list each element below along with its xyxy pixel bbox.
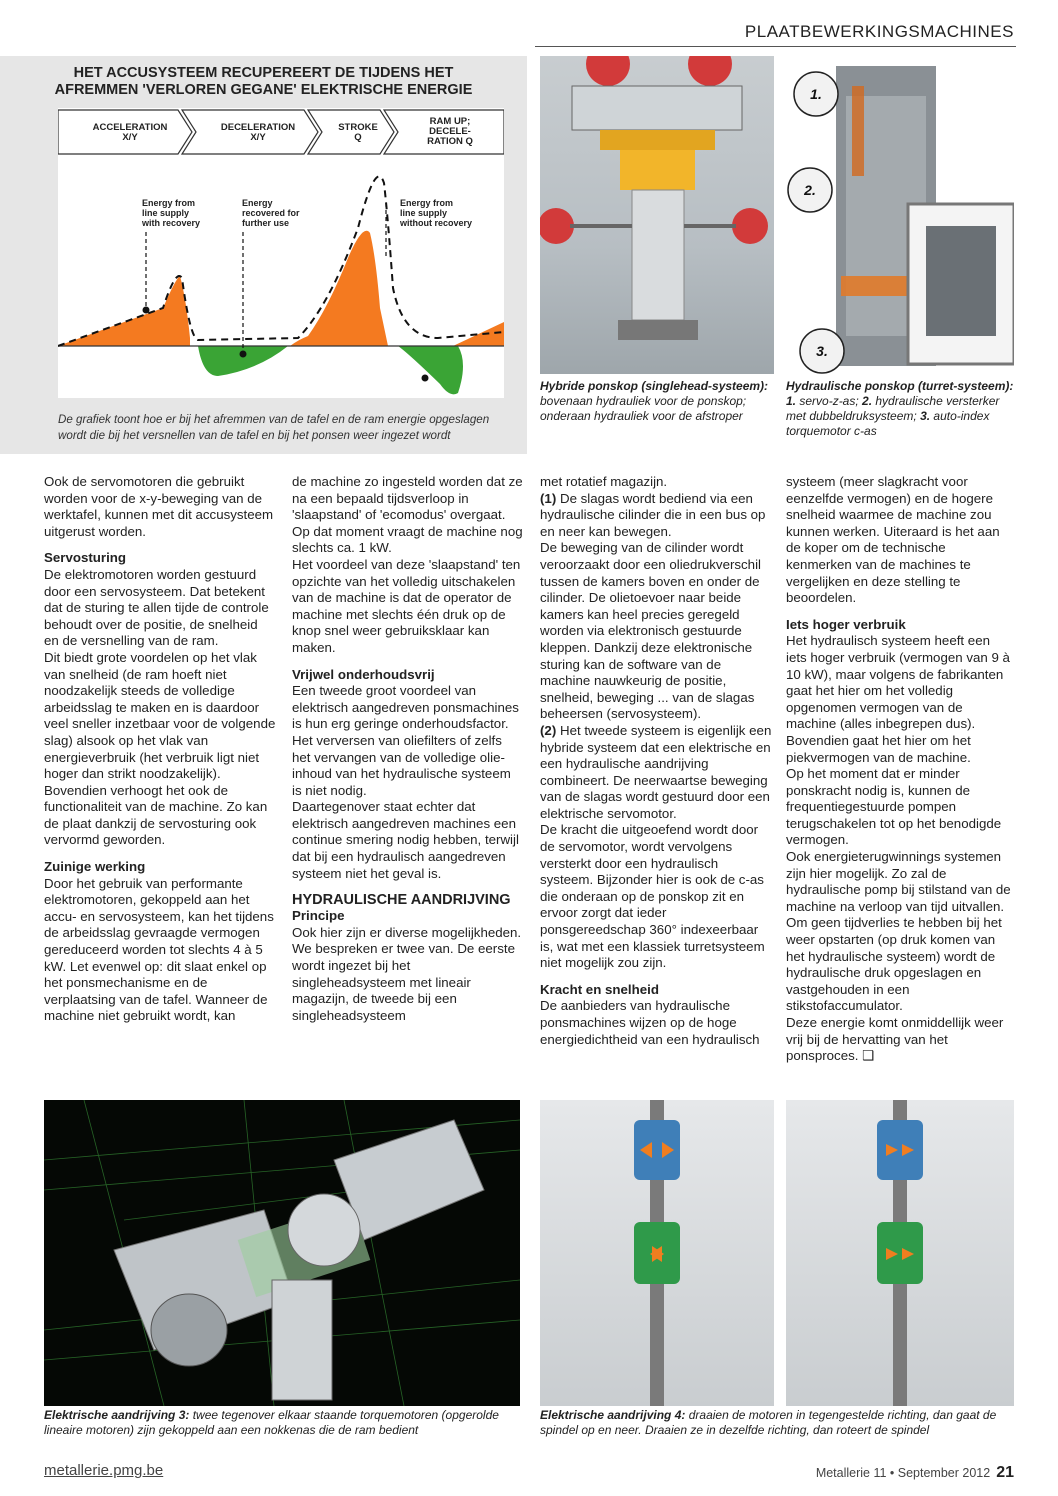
caption-bold: Elektrische aandrijving 4:	[540, 1408, 686, 1422]
phase-label-4a: RAM UP;	[429, 116, 471, 127]
phase-label-3b: Q	[354, 132, 362, 143]
page-number: 21	[996, 1464, 1014, 1481]
col3-paragraph-1: met rotatief magazijn.	[540, 474, 668, 489]
annotation-1c: with recovery	[142, 218, 201, 228]
issue-text: Metallerie 11 • September 2012	[815, 1466, 991, 1480]
col3-paragraph-6: De aanbieders van hydraulische ponsmachines wijzen op de hoge energiedichtheid van een hydraulisch	[540, 998, 760, 1047]
col2-paragraph-3: Een tweede groot voordeel van elektrisch aangedreven ponsmachines is hun erg geringe onderhoudsfactor. Het verversen van oliefilters of zelfs het vervangen van de volledige olie-inhoud van het hydraulische systeem is niet nodig.	[292, 683, 519, 798]
annotation-3b: line supply	[400, 208, 448, 218]
annotation-2c: further use	[242, 218, 290, 228]
spindle-same-illustration	[786, 1100, 1014, 1406]
caption-bold: Hydraulische ponskop (turret-systeem):	[786, 379, 1014, 393]
col3-paragraph-2: (1) De slagas wordt bediend via een hydraulische cilinder die in een bus op en neer kan bewegen.	[540, 490, 766, 539]
torque-motors-illustration	[44, 1100, 520, 1406]
col1-heading-servosturing: Servosturing	[44, 550, 127, 566]
caption-text: bovenaan hydrauliek voor de ponskop; onderaan hydrauliek voor de afstroper	[540, 394, 747, 423]
caption-bold: Hybride ponskop (singlehead-systeem):	[540, 379, 769, 393]
col1-paragraph-4: Bovendien verhoogt het ook de functionaliteit van de machine. Zo kan de plaat dankzij de servosturing ook vervormd geworden.	[44, 782, 268, 848]
col3-paragraph-3: De beweging van de cilinder wordt veroorzaakt door een oliedrukverschil tussen de kamers boven en onder de cilinder. De olietoevoer naar beide kamers kan heel precies geregeld worden via elektronisch gestuurde kleppen. Dankzij deze elektronische sturing kan de software van de machine nauwkeurig de positie, snelheid, beweging ... van de slagas beheersen (servosysteem).	[540, 540, 761, 722]
col4-paragraph-2: Het hydraulisch systeem heeft een iets hoger verbruik (vermogen van 9 à 10 kW), maar volgens de fabrikanten gaat het hier om het volledig opgenomen vermogen van de machine (alles inbegrepen dus). Bovendien gaat het hier om het piekvermogen van de machine.	[786, 633, 1010, 765]
chart-title	[0, 65, 527, 99]
caption-num-1: 1.	[786, 394, 797, 408]
chart-title-line1: HET ACCUSYSTEEM RECUPEREERT DE TIJDENS HET	[73, 65, 454, 81]
spindle-opposite-photo	[540, 1100, 774, 1406]
col2-paragraph-4: Daartegenover staat echter dat elektrisch aangedreven machines een continue smering nodig hebben, terwijl dat bij een hydraulisch aangedreven systeem niet het geval is.	[292, 799, 519, 881]
column-2	[292, 474, 524, 1024]
col2-paragraph-2: Het voordeel van deze 'slaapstand' ten opzichte van het volledig uitschakelen van de machine is dat de operator de machine met slechts één druk op de knop snel weer gebruiksklaar kan maken.	[292, 556, 521, 655]
column-4	[786, 474, 1014, 1065]
col1-paragraph-2: De elektromotoren worden gestuurd door een servosysteem. Dat betekent dat de sturing te allen tijde de controle behoudt over de positie, de snelheid en de versnelling van de ram.	[44, 566, 269, 649]
annotation-3c: without recovery	[400, 218, 473, 228]
caption-text-2: hydraulische versterker met dubbeldruksysteem;	[786, 394, 1000, 423]
turret-punch-head-photo	[786, 56, 1014, 374]
hybrid-punch-head-caption	[540, 379, 770, 424]
torque-motors-caption	[44, 1408, 520, 1438]
col2-heading-onderhoudsvrij: Vrijwel onderhoudsvrij	[292, 666, 435, 682]
phase-label-4b: DECELE-	[429, 126, 471, 137]
col1-heading-zuinige-werking: Zuinige werking	[44, 859, 146, 875]
col3-heading-kracht-snelheid: Kracht en snelheid	[540, 981, 659, 997]
annotation-1a: Energy from	[142, 198, 196, 208]
col2-heading-hydraulische-aandrijving: HYDRAULISCHE AANDRIJVING	[292, 892, 511, 909]
caption-num-3: 3.	[916, 409, 931, 423]
annotation-3a: Energy from	[400, 198, 454, 208]
phase-label-3a: STROKE	[338, 122, 378, 133]
pointer-3-dot	[422, 375, 429, 382]
col4-paragraph-3: Op het moment dat er minder ponskracht nodig is, kunnen de frequentiegestuurde pompen terugschakelen tot op het benodigde vermogen.	[786, 766, 1002, 848]
spindle-caption	[540, 1408, 1014, 1438]
label-2: 2.	[804, 182, 816, 198]
caption-text: twee tegenover elkaar staande torquemotoren (opgerolde lineaire motoren) zijn gekoppeld aan een nokkenas die de ram bedient	[44, 1408, 499, 1437]
chart-caption: De grafiek toont hoe er bij het afremmen van de tafel en de ram energie opgeslagen wordt die bij het versnellen van de tafel en bij het ponsen weer ingezet wordt	[58, 413, 490, 442]
hybrid-punch-head-photo	[540, 56, 774, 374]
col1-paragraph-1: Ook de servomotoren die gebruikt worden voor de x-y-beweging van de werktafel, kunnen met dit accusysteem uitgerust worden.	[44, 474, 274, 539]
end-mark-icon: ❑	[862, 1048, 875, 1064]
caption-num-2: 2.	[858, 394, 873, 408]
website-link[interactable]: metallerie.pmg.be	[44, 1462, 164, 1479]
phase-label-4c: RATION Q	[427, 136, 473, 147]
col1-paragraph-3: Dit biedt grote voordelen op het vlak van snelheid (de ram hoeft niet noodzakelijk steeds de volledige arbeidsslag te maken en is daardoor veel sneller inzetbaar voor de volgende slag) alsook op het vlak van energieverbruik (het verbruik ligt niet hoger dan strikt noodzakelijk).	[44, 649, 276, 782]
caption-text-1: servo-z-as;	[796, 394, 859, 408]
energy-diagram	[58, 108, 504, 408]
annotation-1b: line supply	[142, 208, 190, 218]
hybrid-punch-head-illustration	[540, 56, 774, 374]
pointer-1-dot	[143, 307, 150, 314]
turret-punch-head-illustration	[786, 56, 1014, 374]
spindle-opposite-illustration	[540, 1100, 774, 1406]
torque-motors-photo	[44, 1100, 520, 1406]
label-1: 1.	[810, 86, 822, 102]
caption-text-3: auto-index torquemotor c-as	[786, 409, 990, 438]
caption-text: draaien de motoren in tegengestelde richting, dan gaat de spindel op en neer. Draaien ze in dezelfde richting, dan roteert de spindel	[540, 1408, 997, 1437]
col3-paragraph-5: De kracht die uitgeoefend wordt door de servomotor, wordt vervolgens versterkt door een hydraulisch systeem. Bijzonder hier is ook de c-as die onderaan op de ponskop zit en ervoor zorgt dat ieder ponsgereedschap 360° indexeerbaar is, wat met een klassiek turretsysteem niet mogelijk zou zijn.	[540, 822, 765, 971]
phase-label-1b: X/Y	[122, 132, 138, 143]
section-title: PLAATBEWERKINGSMACHINES	[744, 22, 1014, 41]
annotation-2b: recovered for	[242, 208, 300, 218]
phase-label-2a: DECELERATION	[220, 122, 296, 133]
section-rule	[535, 46, 1016, 47]
col2-paragraph-5: Ook hier zijn er diverse mogelijkheden. We bespreken er twee van. De eerste wordt ingezet bij het singleheadsysteem met lineair magazijn, de tweede bij een singleheadsysteem	[292, 924, 522, 1023]
col2-paragraph-1: de machine zo ingesteld worden dat ze na een bepaald tijdsverloop in 'slaapstand' of 'ecomodus' overgaat. Op dat moment vraagt de machine nog slechts ca. 1 kW.	[292, 474, 523, 556]
issue-info	[816, 1464, 1014, 1482]
col4-paragraph-4: Ook energieterugwinnings systemen zijn hier mogelijk. Zo zal de hydraulische pomp bij stilstand van de machine na verloop van tijd uitvallen. Om geen tijdverlies te hebben bij het weer opstarten (op druk komen van het hydraulische systeem) wordt de hydraulische druk opgeslagen en vastgehouden in een stikstofaccumulator.	[786, 849, 1011, 1014]
turret-punch-head-caption	[786, 379, 1014, 439]
annotation-2a: Energy	[242, 198, 273, 208]
column-1	[44, 474, 276, 1025]
spindle-same-photo	[786, 1100, 1014, 1406]
col3-paragraph-4: (2) Het tweede systeem is eigenlijk een hybride systeem dat een elektrische en een hydraulische aandrijving combineert. De neerwaartse beweging van de slagas wordt gestuurd door een elektrische servomotor.	[540, 722, 772, 821]
chart-title-line2: AFREMMEN 'VERLOREN GEGANE' ELEKTRISCHE ENERGIE	[54, 82, 473, 98]
col2-heading-principe: Principe	[292, 908, 345, 924]
col4-paragraph-5: Deze energie komt onmiddellijk weer vrij bij de hervatting van het ponsproces. ❑	[786, 1015, 1004, 1064]
col3-number-1: (1)	[540, 490, 557, 506]
col3-number-2: (2)	[540, 722, 557, 738]
pointer-2-dot	[240, 351, 247, 358]
col1-paragraph-5: Door het gebruik van performante elektromotoren, gekoppeld aan het accu- en servosysteem, kan het tijdens de arbeidsslag gevraagde vermogen gereduceerd worden tot slechts 4 à 5 kW. Let evenwel op: dit slaat enkel op het ponsmechanisme en de verplaatsing van de tafel. Wanneer de machine niet gebruikt wordt, kan	[44, 875, 274, 1024]
col4-heading-hoger-verbruik: Iets hoger verbruik	[786, 616, 906, 632]
phase-label-2b: X/Y	[250, 132, 266, 143]
phase-label-1a: ACCELERATION	[92, 122, 168, 133]
label-3: 3.	[816, 343, 828, 359]
column-3	[540, 474, 772, 1048]
col4-paragraph-1: systeem (meer slagkracht voor eenzelfde vermogen) en de hogere snelheid waarmee de machine zou kunnen werken. Uiteraard is het aan de koper om de technische kenmerken van de machines te vergelijken en deze stelling te beoordelen.	[786, 474, 1000, 606]
caption-bold: Elektrische aandrijving 3:	[44, 1408, 190, 1422]
